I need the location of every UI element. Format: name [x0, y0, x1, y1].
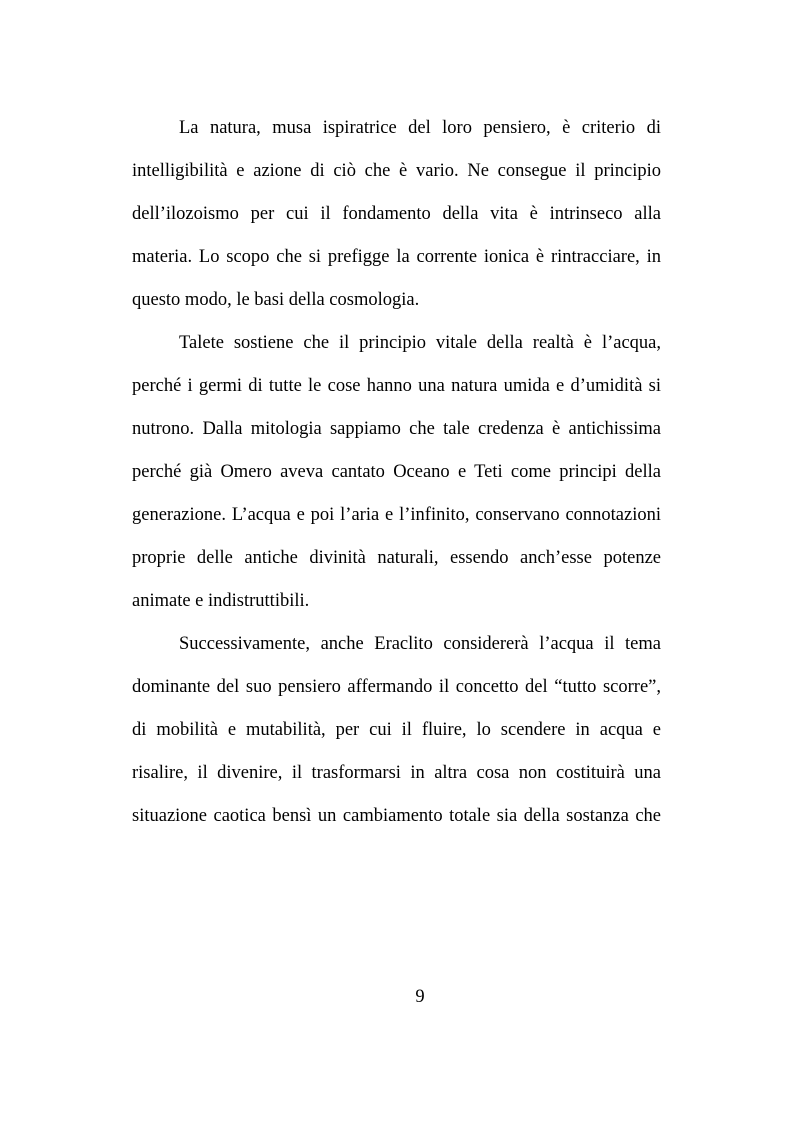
paragraph-1-line-2: intelligibilità e azione di ciò che è vario. Ne consegue il principio	[132, 161, 661, 181]
paragraph-2-line-1: Talete sostiene che il principio vitale della realtà è l’acqua,	[179, 333, 661, 353]
paragraph-1-line-5: questo modo, le basi della cosmologia.	[132, 290, 420, 310]
paragraph-2-line-5: generazione. L’acqua e poi l’aria e l’infinito, conservano connotazioni	[132, 505, 661, 525]
paragraph-2-line-4: perché già Omero aveva cantato Oceano e Teti come principi della	[132, 462, 661, 482]
paragraph-3-line-1: Successivamente, anche Eraclito considererà l’acqua il tema	[179, 634, 661, 654]
body-text	[132, 107, 661, 838]
paragraph-2-line-7: animate e indistruttibili.	[132, 591, 310, 611]
paragraph-3-line-3: di mobilità e mutabilità, per cui il fluire, lo scendere in acqua e	[132, 720, 661, 740]
paragraph-3-line-2: dominante del suo pensiero affermando il concetto del “tutto scorre”,	[132, 677, 661, 697]
paragraph-1-line-4: materia. Lo scopo che si prefigge la corrente ionica è rintracciare, in	[132, 247, 661, 267]
paragraph-2-line-3: nutrono. Dalla mitologia sappiamo che tale credenza è antichissima	[132, 419, 661, 439]
paragraph-2-line-6: proprie delle antiche divinità naturali, essendo anch’esse potenze	[132, 548, 661, 568]
paragraph-3-line-5: situazione caotica bensì un cambiamento totale sia della sostanza che	[132, 806, 661, 826]
paragraph-2-line-2: perché i germi di tutte le cose hanno una natura umida e d’umidità si	[132, 376, 661, 396]
page-number: 9	[415, 987, 425, 1007]
paragraph-1-line-3: dell’ilozoismo per cui il fondamento della vita è intrinseco alla	[132, 204, 661, 224]
paragraph-1-line-1: La natura, musa ispiratrice del loro pensiero, è criterio di	[179, 118, 661, 138]
paragraph-3-line-4: risalire, il divenire, il trasformarsi in altra cosa non costituirà una	[132, 763, 661, 783]
